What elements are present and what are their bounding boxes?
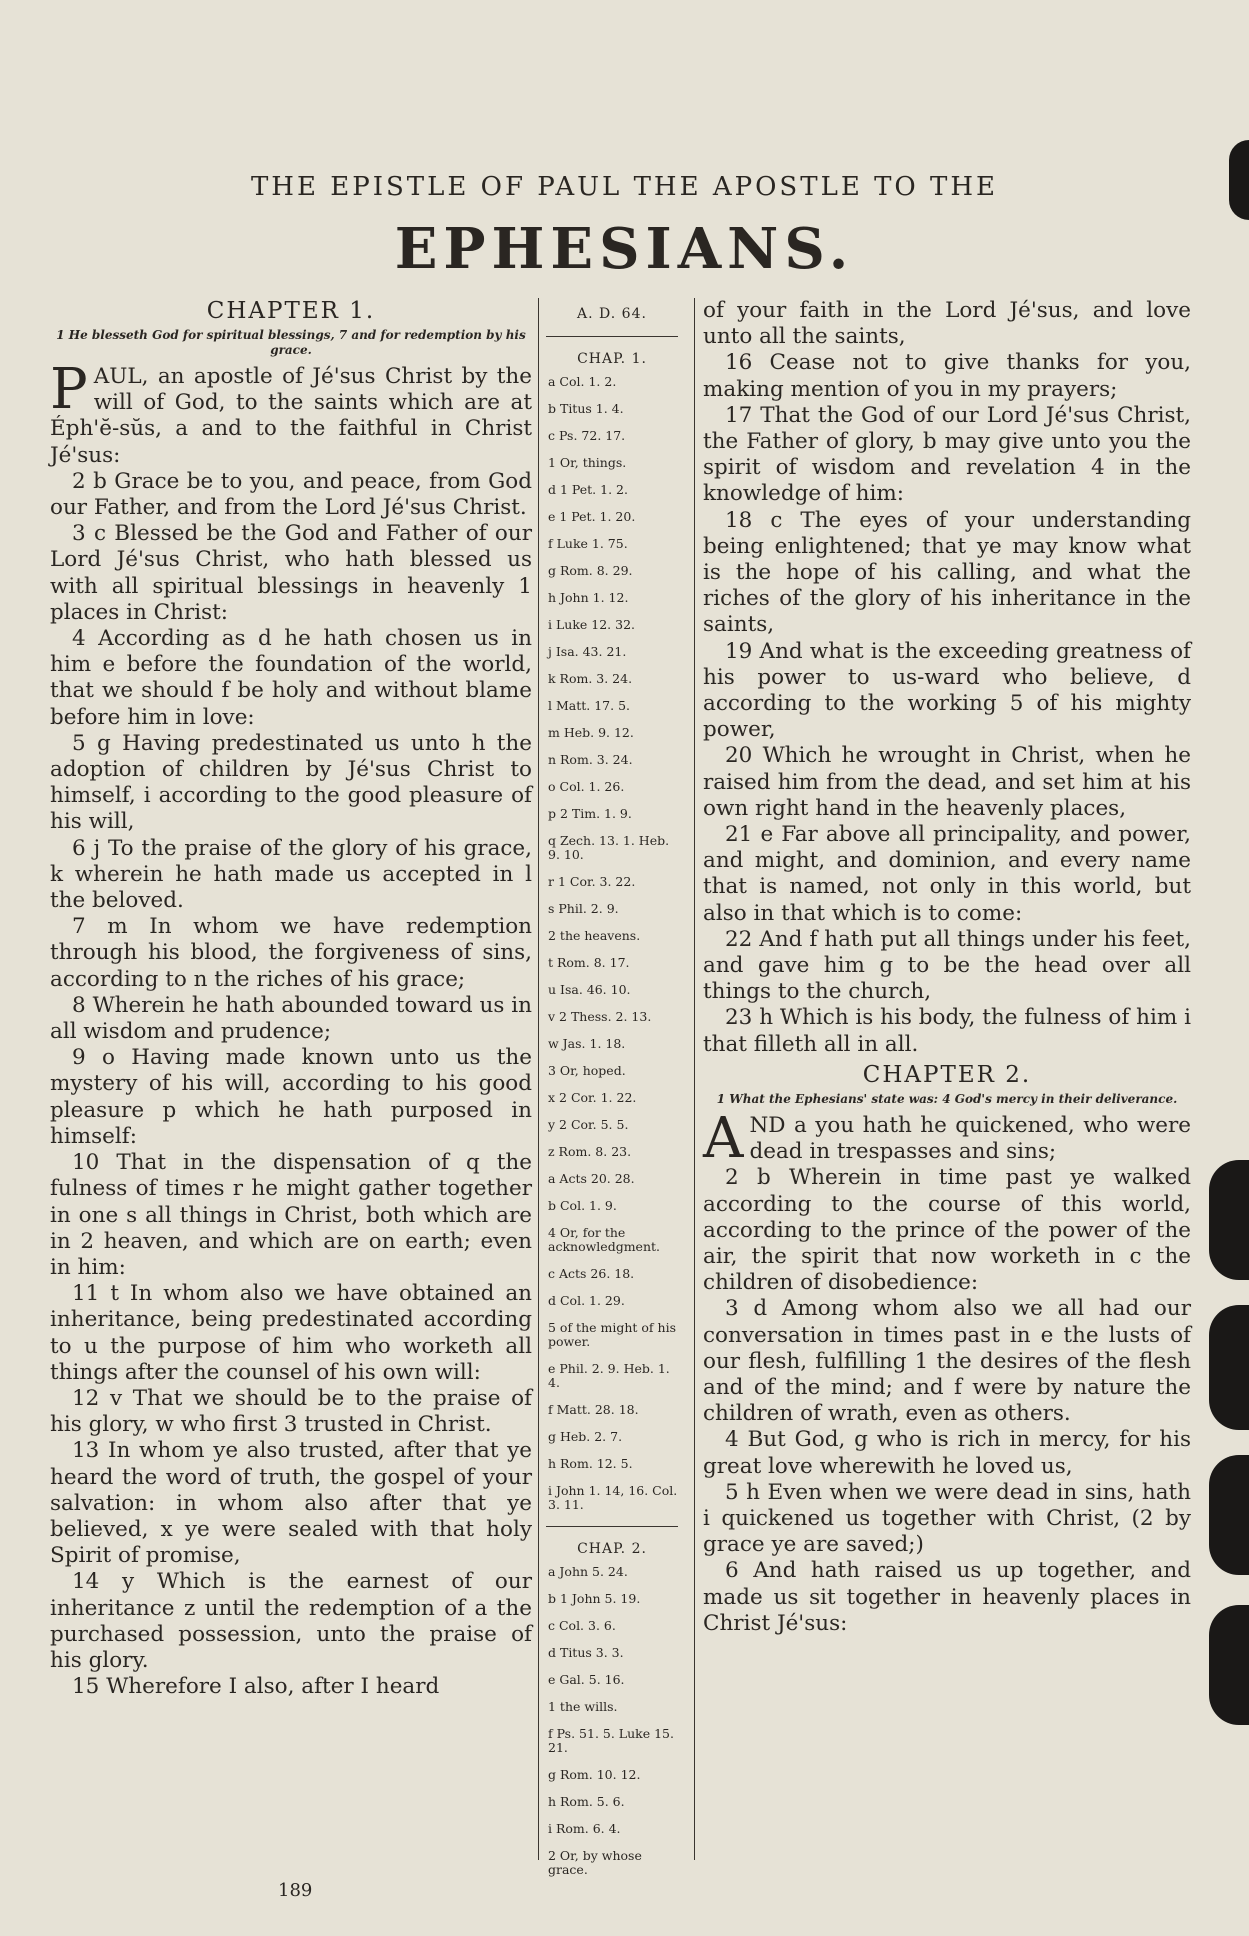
verse: 6 And hath raised us up together, and made us sit together in heavenly places in Christ Jé'sus: bbox=[703, 1558, 1191, 1636]
divider bbox=[546, 1526, 678, 1527]
cross-reference: p 2 Tim. 1. 9. bbox=[548, 806, 632, 821]
verse: 4 But God, g who is rich in mercy, for his great love wherewith he loved us, bbox=[703, 1427, 1191, 1479]
cross-reference: o Col. 1. 26. bbox=[548, 779, 625, 794]
cross-reference: e Gal. 5. 16. bbox=[548, 1672, 625, 1687]
chap-2-refs bbox=[542, 1565, 682, 1877]
cross-reference: e Phil. 2. 9. Heb. 1. 4. bbox=[548, 1361, 670, 1390]
verse: 6 j To the praise of the glory of his grace, k wherein he hath made us accepted in l the beloved. bbox=[50, 835, 532, 914]
right-column bbox=[703, 298, 1191, 1637]
verse: 5 h Even when we were dead in sins, hath i quickened us together with Christ, (2 by grace ye are saved;) bbox=[703, 1479, 1191, 1558]
book-title: EPHESIANS. bbox=[394, 216, 855, 282]
cross-reference: c Ps. 72. 17. bbox=[548, 428, 626, 443]
verse: 3 d Among whom also we all had our conversation in times past in e the lusts of our flesh, fulfilling 1 the desires of the flesh and of the mind; and f were by nature the children of wrath, even as others. bbox=[703, 1296, 1191, 1427]
verse: 20 Which he wrought in Christ, when he raised him from the dead, and set him at his own right hand in the heavenly places, bbox=[703, 743, 1191, 821]
verse: 16 Cease not to give thanks for you, making mention of you in my prayers; bbox=[703, 350, 1191, 402]
verse: 22 And f hath put all things under his feet, and gave him g to be the head over all things to the church, bbox=[703, 926, 1191, 1005]
verse: 21 e Far above all principality, and power, and might, and dominion, and every name that is named, not only in this world, but also in that which is to come: bbox=[703, 822, 1191, 926]
cross-reference: l Matt. 17. 5. bbox=[548, 698, 630, 713]
verse: 2 b Grace be to you, and peace, from God our Father, and from the Lord Jé'sus Christ. bbox=[50, 468, 532, 521]
cross-reference: 1 Or, things. bbox=[548, 455, 627, 470]
cross-reference: 4 Or, for the acknowledgment. bbox=[548, 1225, 660, 1254]
thumb-index-tab[interactable] bbox=[1209, 1455, 1249, 1575]
cross-reference: a John 5. 24. bbox=[548, 1564, 628, 1579]
verse: 2 b Wherein in time past ye walked according to the course of this world, according to the prince of the power of the air, the spirit that now worketh in c the children of disobedience: bbox=[703, 1165, 1191, 1296]
chapter-2-summary: 1 What the Ephesians' state was: 4 God's mercy in their deliverance. bbox=[716, 1091, 1178, 1106]
cross-reference: f Matt. 28. 18. bbox=[548, 1402, 639, 1417]
verse: of your faith in the Lord Jé'sus, and love unto all the saints, bbox=[703, 298, 1191, 350]
chapter-2-heading: CHAPTER 2. bbox=[862, 1061, 1032, 1088]
chap-2-refs-heading: CHAP. 2. bbox=[577, 1541, 647, 1557]
verse: 3 c Blessed be the God and Father of our Lord Jé'sus Christ, who hath blessed us with all spiritual blessings in heavenly 1 places in Christ: bbox=[50, 521, 532, 625]
cross-reference: c Acts 26. 18. bbox=[548, 1266, 635, 1281]
verse: 18 c The eyes of your understanding being enlightened; that ye may know what is the hope of his calling, and what the riches of the glory of his inheritance in the saints, bbox=[703, 507, 1191, 638]
left-column bbox=[50, 298, 532, 1700]
verse: AND a you hath he quickened, who were dead in trespasses and sins; bbox=[703, 1105, 1191, 1171]
verse: 12 v That we should be to the praise of his glory, w who first 3 trusted in Christ. bbox=[50, 1385, 532, 1438]
page-number: 189 bbox=[278, 1880, 313, 1901]
cross-reference: z Rom. 8. 23. bbox=[548, 1144, 632, 1159]
cross-reference: d 1 Pet. 1. 2. bbox=[548, 482, 628, 497]
cross-reference: i Rom. 6. 4. bbox=[548, 1821, 621, 1836]
cross-reference: 1 the wills. bbox=[548, 1699, 618, 1714]
cross-reference: f Ps. 51. 5. Luke 15. 21. bbox=[548, 1726, 674, 1755]
verse: 8 Wherein he hath abounded toward us in all wisdom and prudence; bbox=[50, 992, 532, 1045]
cross-reference: b Col. 1. 9. bbox=[548, 1198, 617, 1213]
cross-reference: k Rom. 3. 24. bbox=[548, 671, 633, 686]
cross-reference: b 1 John 5. 19. bbox=[548, 1591, 641, 1606]
cross-reference: s Phil. 2. 9. bbox=[548, 901, 619, 916]
thumb-index-tab[interactable] bbox=[1209, 1160, 1249, 1280]
thumb-index-tab[interactable] bbox=[1229, 140, 1249, 220]
verse: 7 m In whom we have redemption through his blood, the forgiveness of sins, according to n the riches of his grace; bbox=[50, 914, 532, 992]
thumb-index-tab[interactable] bbox=[1209, 1305, 1249, 1430]
verse: 11 t In whom also we have obtained an inheritance, being predestinated according to u the purpose of him who worketh all things after the counsel of his own will: bbox=[50, 1281, 532, 1385]
divider bbox=[546, 336, 678, 337]
cross-reference: i Luke 12. 32. bbox=[548, 617, 635, 632]
cross-reference: 3 Or, hoped. bbox=[548, 1063, 626, 1078]
cross-reference: y 2 Cor. 5. 5. bbox=[548, 1117, 629, 1132]
cross-reference: g Rom. 8. 29. bbox=[548, 563, 633, 578]
verse: 9 o Having made known unto us the mystery of his will, according to his good pleasure p which he hath purposed in himself: bbox=[50, 1045, 532, 1149]
cross-reference: g Heb. 2. 7. bbox=[548, 1429, 623, 1444]
cross-reference: a Col. 1. 2. bbox=[548, 374, 617, 389]
epistle-superscript: THE EPISTLE OF PAUL THE APOSTLE TO THE bbox=[250, 172, 999, 202]
cross-reference: d Titus 3. 3. bbox=[548, 1645, 624, 1660]
cross-reference: j Isa. 43. 21. bbox=[548, 644, 627, 659]
cross-reference: n Rom. 3. 24. bbox=[548, 752, 633, 767]
verse: PAUL, an apostle of Jé'sus Christ by the will of God, to the saints which are at Éph'ĕ-sŭs, a and to the faithful in Christ Jé'sus: bbox=[50, 357, 532, 468]
verse: 10 That in the dispensation of q the fulness of times r he might gather together in one s all things in Christ, both which are in 2 heaven, and which are on earth; even in him: bbox=[50, 1150, 532, 1280]
reference-column bbox=[542, 298, 682, 1890]
cross-reference: h Rom. 5. 6. bbox=[548, 1794, 625, 1809]
cross-reference: h Rom. 12. 5. bbox=[548, 1456, 633, 1471]
verse: 15 Wherefore I also, after I heard bbox=[72, 1674, 440, 1700]
cross-reference: a Acts 20. 28. bbox=[548, 1171, 635, 1186]
cross-reference: h John 1. 12. bbox=[548, 590, 629, 605]
cross-reference: e 1 Pet. 1. 20. bbox=[548, 509, 636, 524]
cross-reference: 5 of the might of his power. bbox=[548, 1320, 676, 1349]
cross-reference: t Rom. 8. 17. bbox=[548, 955, 630, 970]
thumb-index-tab[interactable] bbox=[1209, 1605, 1249, 1725]
drop-cap: P bbox=[50, 357, 88, 422]
chap-1-refs bbox=[542, 375, 682, 1512]
drop-cap: A bbox=[703, 1105, 744, 1171]
verse: 5 g Having predestinated us unto h the adoption of children by Jé'sus Christ to himself, i according to the good pleasure of his will, bbox=[50, 730, 532, 835]
verse: 13 In whom ye also trusted, after that ye heard the word of truth, the gospel of your salvation: in whom also after that ye believed, x ye were sealed with that holy Spirit of promise, bbox=[50, 1438, 532, 1569]
column-rule-right bbox=[694, 298, 695, 1860]
cross-reference: u Isa. 46. 10. bbox=[548, 982, 631, 997]
cross-reference: w Jas. 1. 18. bbox=[548, 1036, 626, 1051]
cross-reference: c Col. 3. 6. bbox=[548, 1618, 616, 1633]
cross-reference: m Heb. 9. 12. bbox=[548, 725, 634, 740]
cross-reference: x 2 Cor. 1. 22. bbox=[548, 1090, 637, 1105]
chap-1-refs-heading: CHAP. 1. bbox=[577, 351, 647, 367]
date-label: A. D. 64. bbox=[577, 306, 647, 322]
verse: 19 And what is the exceeding greatness of his power to us-ward who believe, d according to the working 5 of his mighty power, bbox=[703, 638, 1191, 743]
cross-reference: q Zech. 13. 1. Heb. 9. 10. bbox=[548, 833, 670, 862]
chapter-1-summary: 1 He blesseth God for spiritual blessings, 7 and for redemption by his grace. bbox=[56, 328, 526, 357]
cross-reference: r 1 Cor. 3. 22. bbox=[548, 874, 636, 889]
verse: 17 That the God of our Lord Jé'sus Christ, the Father of glory, b may give unto you the spirit of wisdom and revelation 4 in the knowledge of him: bbox=[703, 402, 1191, 507]
verse: 14 y Which is the earnest of our inheritance z until the redemption of a the purchased possession, unto the praise of his glory. bbox=[50, 1569, 532, 1673]
verse: 4 According as d he hath chosen us in him e before the foundation of the world, that we should f be holy and without blame before him in love: bbox=[50, 626, 532, 730]
cross-reference: 2 Or, by whose grace. bbox=[548, 1848, 642, 1877]
cross-reference: v 2 Thess. 2. 13. bbox=[548, 1009, 652, 1024]
chapter-1-heading: CHAPTER 1. bbox=[206, 298, 376, 324]
cross-reference: d Col. 1. 29. bbox=[548, 1293, 625, 1308]
column-rule-left bbox=[538, 298, 539, 1860]
cross-reference: g Rom. 10. 12. bbox=[548, 1767, 641, 1782]
cross-reference: f Luke 1. 75. bbox=[548, 536, 628, 551]
cross-reference: 2 the heavens. bbox=[548, 928, 641, 943]
cross-reference: i John 1. 14, 16. Col. 3. 11. bbox=[548, 1483, 678, 1512]
cross-reference: b Titus 1. 4. bbox=[548, 401, 624, 416]
verse: 23 h Which is his body, the fulness of him i that filleth all in all. bbox=[703, 1005, 1191, 1057]
